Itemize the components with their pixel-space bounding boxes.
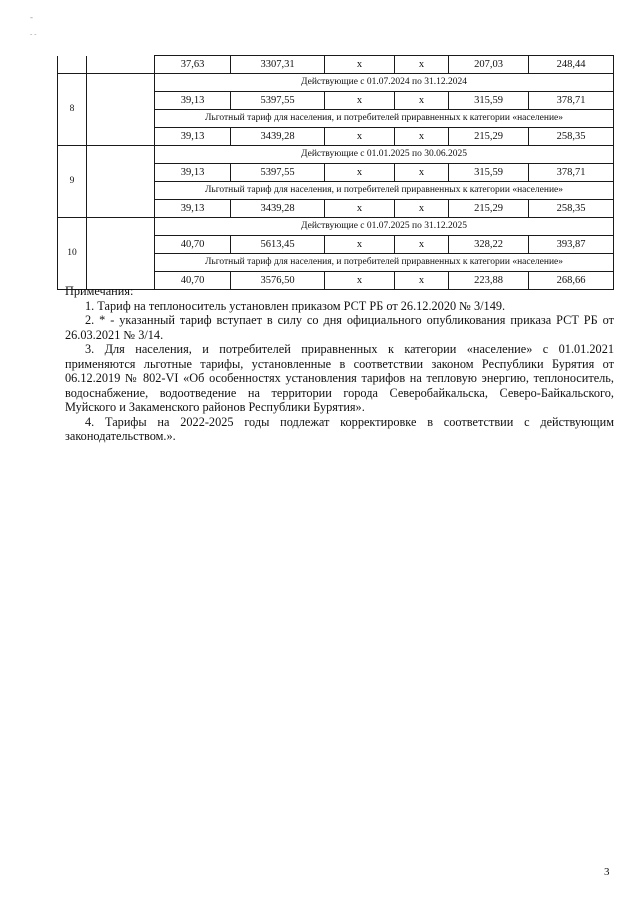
table-cell: 248,44 bbox=[529, 56, 614, 74]
table-cell: 393,87 bbox=[529, 236, 614, 254]
table-cell: 39,13 bbox=[155, 92, 231, 110]
table-cell: 215,29 bbox=[449, 200, 529, 218]
table-cell: 5397,55 bbox=[231, 92, 325, 110]
table-cell: 39,13 bbox=[155, 128, 231, 146]
note-item: 2. * - указанный тариф вступает в силу со дня официального опубликования приказа РСТ РБ от 26.03.2021 № 3/14. bbox=[65, 313, 614, 342]
table-cell: x bbox=[395, 236, 449, 254]
table-cell: 40,70 bbox=[155, 272, 231, 290]
table-cell: x bbox=[395, 164, 449, 182]
table-cell: x bbox=[325, 200, 395, 218]
table-row bbox=[58, 146, 614, 164]
tariff-table bbox=[57, 55, 614, 290]
table-cell: x bbox=[395, 92, 449, 110]
note-item: 4. Тарифы на 2022-2025 годы подлежат корректировке в соответствии с действующим законодательством.». bbox=[65, 414, 614, 443]
row-index: 8 bbox=[58, 74, 87, 146]
note-item: 3. Для населения, и потребителей приравненных к категории «население» с 01.01.2021 применяются льготные тарифы, установленные в соответствии законом Республики Бурятия от 06.12.2019 № 802-VI «Об особенностях установления тарифов на тепловую энергию, теплоноситель, водоснабжение, водоотведение на территории города Северобайкальска, Северо-Байкальского, Муйского и Закаменского районов Республики Бурятия». bbox=[65, 342, 614, 414]
table-cell: x bbox=[395, 272, 449, 290]
table-row bbox=[58, 218, 614, 236]
notes-heading: Примечания: bbox=[65, 284, 134, 298]
empty-cell bbox=[87, 218, 155, 290]
table-cell: x bbox=[395, 200, 449, 218]
table-cell: 223,88 bbox=[449, 272, 529, 290]
table-cell: 39,13 bbox=[155, 200, 231, 218]
table-cell: x bbox=[325, 128, 395, 146]
note-item: 1. Тариф на теплоноситель установлен приказом РСТ РБ от 26.12.2020 № 3/149. bbox=[85, 298, 506, 313]
table-cell: x bbox=[325, 272, 395, 290]
privilege-heading: Льготный тариф для населения, и потребителей приравненных к категории «население» bbox=[155, 182, 614, 200]
table-cell: x bbox=[325, 56, 395, 74]
row-index: 10 bbox=[58, 218, 87, 290]
table-cell: 328,22 bbox=[449, 236, 529, 254]
row-index: 9 bbox=[58, 146, 87, 218]
empty-cell bbox=[87, 146, 155, 218]
table-cell: x bbox=[395, 56, 449, 74]
empty-cell bbox=[87, 74, 155, 146]
table-cell: 315,59 bbox=[449, 164, 529, 182]
table-row bbox=[58, 56, 614, 74]
table-cell: 207,03 bbox=[449, 56, 529, 74]
privilege-heading: Льготный тариф для населения, и потребителей приравненных к категории «население» bbox=[155, 254, 614, 272]
period-heading: Действующие с 01.01.2025 по 30.06.2025 bbox=[155, 146, 614, 164]
corner-mark: - bbox=[30, 12, 33, 22]
table-cell: x bbox=[325, 164, 395, 182]
period-heading: Действующие с 01.07.2024 по 31.12.2024 bbox=[155, 74, 614, 92]
table-cell: 5613,45 bbox=[231, 236, 325, 254]
table-cell: 3439,28 bbox=[231, 128, 325, 146]
corner-mark: - - bbox=[30, 30, 37, 38]
table-cell: 268,66 bbox=[529, 272, 614, 290]
table-cell: 378,71 bbox=[529, 92, 614, 110]
table-cell: 378,71 bbox=[529, 164, 614, 182]
table-cell: 258,35 bbox=[529, 200, 614, 218]
privilege-heading: Льготный тариф для населения, и потребителей приравненных к категории «население» bbox=[155, 110, 614, 128]
table-cell: 39,13 bbox=[155, 164, 231, 182]
table-cell: 3307,31 bbox=[231, 56, 325, 74]
table-cell: 3439,28 bbox=[231, 200, 325, 218]
table-cell: x bbox=[325, 92, 395, 110]
index-cell bbox=[58, 56, 87, 74]
table-cell: 215,29 bbox=[449, 128, 529, 146]
table-cell: x bbox=[325, 236, 395, 254]
period-heading: Действующие с 01.07.2025 по 31.12.2025 bbox=[155, 218, 614, 236]
table-cell: 315,59 bbox=[449, 92, 529, 110]
table-cell: 40,70 bbox=[155, 236, 231, 254]
table-cell: 5397,55 bbox=[231, 164, 325, 182]
table-row bbox=[58, 74, 614, 92]
table-cell: 258,35 bbox=[529, 128, 614, 146]
page-number: 3 bbox=[604, 866, 610, 878]
table-cell: 3576,50 bbox=[231, 272, 325, 290]
table-cell: 37,63 bbox=[155, 56, 231, 74]
table-cell: x bbox=[395, 128, 449, 146]
notes-section bbox=[65, 284, 614, 444]
empty-cell bbox=[87, 56, 155, 74]
